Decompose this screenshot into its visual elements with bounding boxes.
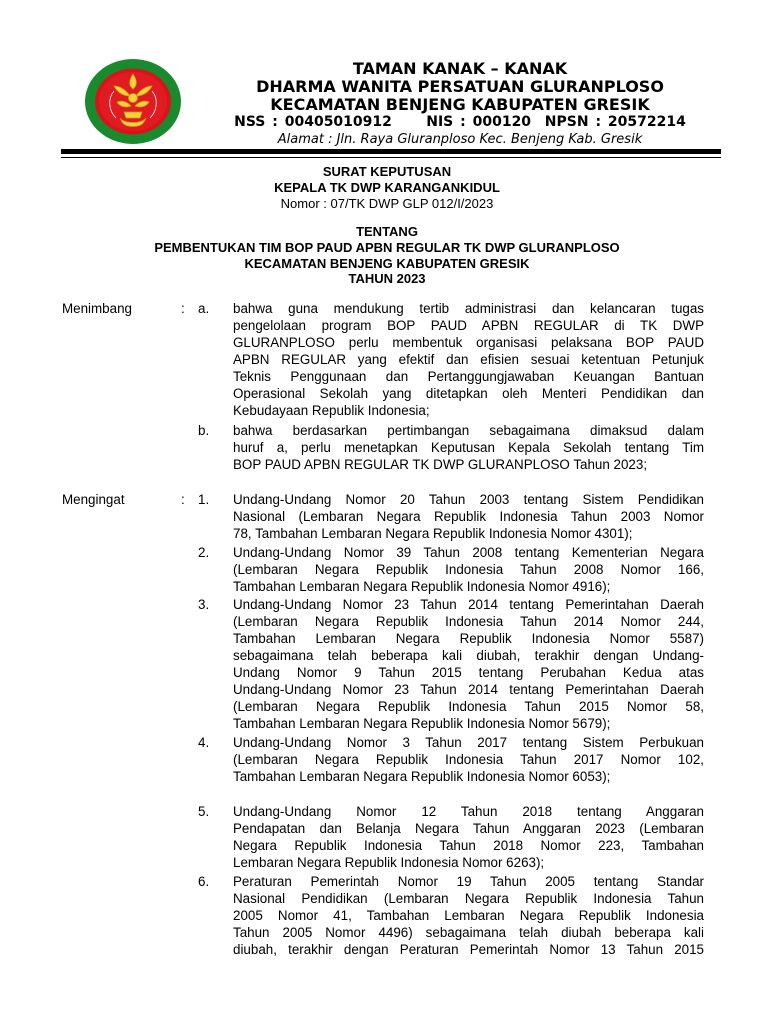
item-line: Operasional Sekolah yang ditetapkan oleh Menteri Pendidikan dan [233,386,704,401]
item-line: Tambahan Lembaran Negara Republik Indonesia Nomor 5679); [233,716,611,731]
doc-subject-line-2: KECAMATAN BENJENG KABUPATEN GRESIK [244,256,530,271]
doc-subject-line-1: PEMBENTUKAN TIM BOP PAUD APBN REGULAR TK DWP GLURANPLOSO [154,240,620,255]
doc-type: SURAT KEPUTUSAN [322,164,452,179]
letterhead-divider-thick [61,149,721,154]
item-line: Undang-Undang Nomor 12 Tahun 2018 tentang Anggaran [233,804,704,819]
item-line: Negara Republik Indonesia Tahun 2018 Nomor 223, Tambahan [233,838,704,853]
item-marker: 3. [198,597,210,612]
section-label: Mengingat [62,492,125,507]
school-ids: NSS : 00405010912 NIS : 000120 NPSN : 20572214 [234,114,686,130]
letterhead [180,60,740,148]
doc-year: TAHUN 2023 [348,271,426,286]
item-line: GLURANPLOSO perlu membentuk organisasi pelaksana BOP PAUD [233,335,704,350]
item-line: Nasional Pendidikan (Lembaran Negara Republik Indonesia Tahun [233,891,704,906]
item-line: Pendapatan dan Belanja Negara Tahun Anggaran 2023 (Lembaran [233,821,704,836]
item-line: Undang-Undang Nomor 20 Tahun 2003 tentang Sistem Pendidikan [233,492,704,507]
item-line: Tambahan Lembaran Negara Republik Indonesia Nomor 5587) [233,631,704,646]
item-line: APBN REGULAR yang efektif dan efisien sesuai ketentuan Petunjuk [233,352,704,367]
item-line: sebagaimana telah beberapa kali diubah, terakhir dengan Undang- [233,648,704,663]
item-marker: b. [198,423,210,438]
item-line: 78, Tambahan Lembaran Negara Republik Indonesia Nomor 4301); [233,526,633,541]
item-line: Lembaran Negara Republik Indonesia Nomor 6263); [233,855,545,870]
item-line: Undang-Undang Nomor 23 Tahun 2014 tentang Pemerintahan Daerah [233,597,704,612]
item-marker: 6. [198,874,210,889]
item-line: (Lembaran Negara Republik Indonesia Tahun 2015 Nomor 58, [233,699,704,714]
item-line: bahwa berdasarkan pertimbangan sebagaimana dimaksud dalam [233,423,704,438]
item-line: Undang-Undang Nomor 3 Tahun 2017 tentang Sistem Perbukuan [233,735,704,750]
item-line: Tambahan Lembaran Negara Republik Indonesia Nomor 4916); [233,579,611,594]
doc-number: Nomor : 07/TK DWP GLP 012/I/2023 [280,196,494,211]
item-line: Tahun 2005 Nomor 4496) sebagaimana telah diubah beberapa kali [233,925,704,940]
item-marker: 5. [198,804,210,819]
section-colon: : [181,301,185,316]
item-line: Peraturan Pemerintah Nomor 19 Tahun 2005 tentang Standar [233,874,704,889]
letterhead-divider-thin [61,157,721,158]
item-line: (Lembaran Negara Republik Indonesia Tahun 2008 Nomor 166, [233,562,704,577]
item-line: Undang-Undang Nomor 39 Tahun 2008 tentang Kementerian Negara [233,545,704,560]
item-line: bahwa guna mendukung tertib administrasi dan kelancaran tugas [233,301,704,316]
school-address: Alamat : Jln. Raya Gluranploso Kec. Benjeng Kab. Gresik [277,132,643,147]
school-type: TAMAN KANAK – KANAK [352,59,568,78]
item-marker: 1. [198,492,210,507]
item-marker: 2. [198,545,210,560]
item-line: Kebudayaan Republik Indonesia; [233,403,430,418]
item-marker: a. [198,301,210,316]
item-line: BOP PAUD APBN REGULAR TK DWP GLURANPLOSO Tahun 2023; [233,457,648,472]
item-marker: 4. [198,735,210,750]
item-line: (Lembaran Negara Republik Indonesia Tahun 2014 Nomor 244, [233,614,704,629]
section-label: Menimbang [62,301,132,316]
item-line: pengelolaan program BOP PAUD APBN REGULAR di TK DWP [233,318,704,333]
school-name: DHARMA WANITA PERSATUAN GLURANPLOSO [256,77,664,96]
item-line: Undang Nomor 9 Tahun 2015 tentang Perubahan Kedua atas [233,665,704,680]
item-line: diubah, terakhir dengan Peraturan Pemerintah Nomor 13 Tahun 2015 [233,942,704,957]
item-line: Tambahan Lembaran Negara Republik Indonesia Nomor 6053); [233,769,611,784]
item-line: Teknis Penggunaan dan Pertanggungjawaban Keuangan Bantuan [233,369,704,384]
item-line: 2005 Nomor 41, Tambahan Lembaran Negara Republik Indonesia [233,908,704,923]
doc-about: TENTANG [356,224,418,239]
item-line: Nasional (Lembaran Negara Republik Indonesia Tahun 2003 Nomor [233,509,704,524]
school-region: KECAMATAN BENJENG KABUPATEN GRESIK [270,95,650,114]
section-colon: : [181,492,185,507]
doc-issuer: KEPALA TK DWP KARANGANKIDUL [274,180,500,195]
dharma-wanita-emblem-icon [84,58,182,145]
item-line: (Lembaran Negara Republik Indonesia Tahun 2017 Nomor 102, [233,752,704,767]
item-line: huruf a, perlu menetapkan Keputusan Kepala Sekolah tentang Tim [233,440,704,455]
item-line: Undang-Undang Nomor 23 Tahun 2014 tentang Pemerintahan Daerah [233,682,704,697]
